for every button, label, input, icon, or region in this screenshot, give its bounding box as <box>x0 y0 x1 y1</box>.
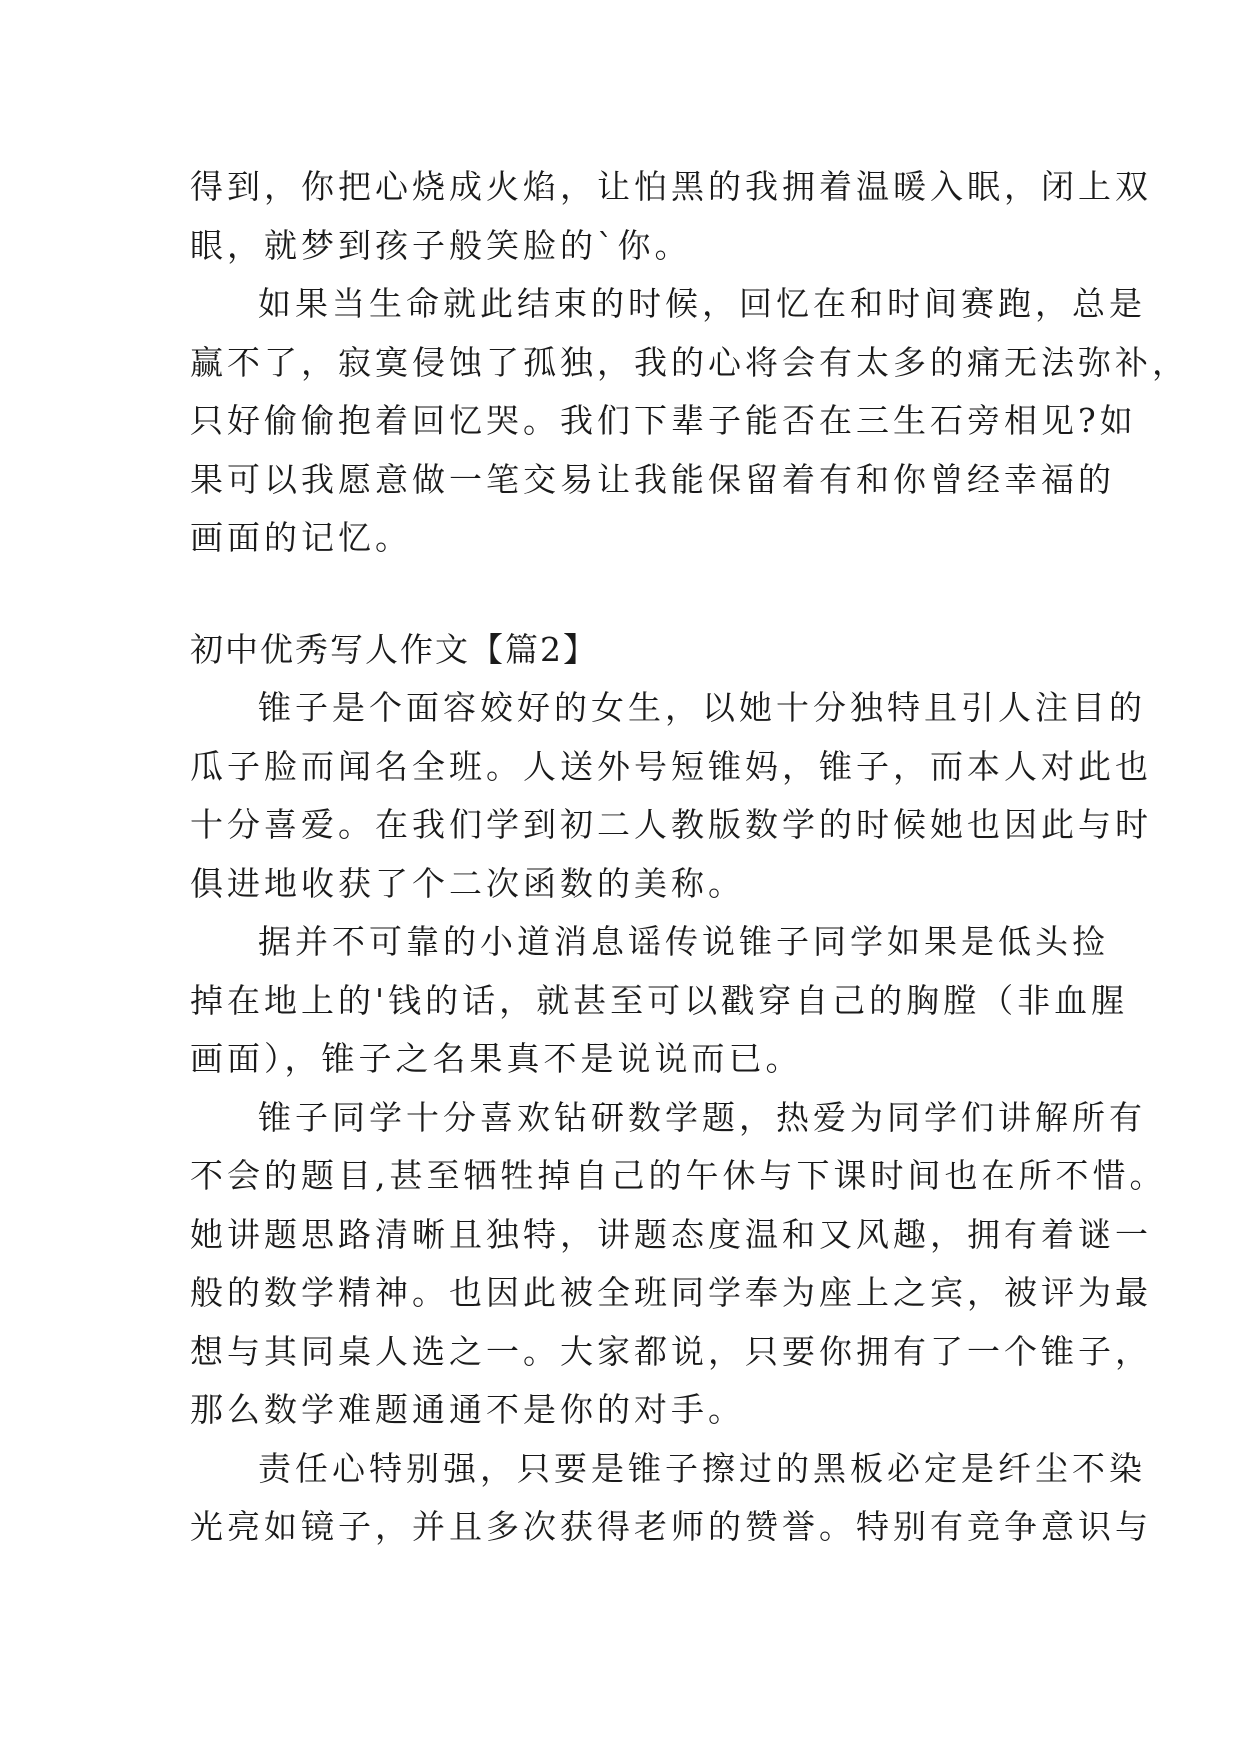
paragraph-line: 眼，就梦到孩子般笑脸的`你。 <box>190 225 692 265</box>
paragraph-line: 责任心特别强，只要是锥子擦过的黑板必定是纤尘不染 <box>258 1448 1146 1488</box>
paragraph-line: 俱进地收获了个二次函数的美称。 <box>190 863 745 903</box>
paragraph-line: 果可以我愿意做一笔交易让我能保留着有和你曾经幸福的 <box>190 459 1115 499</box>
paragraph-line: 掉在地上的'钱的话，就甚至可以戳穿自己的胸膛（非血腥 <box>190 980 1129 1020</box>
paragraph-line: 十分喜爱。在我们学到初二人教版数学的时候她也因此与时 <box>190 805 1152 844</box>
paragraph-line: 如果当生命就此结束的时候，回忆在和时间赛跑，总是 <box>258 284 1146 323</box>
document-body <box>190 158 1189 1557</box>
paragraph-line: 只好偷偷抱着回忆哭。我们下辈子能否在三生石旁相见?如 <box>190 401 1137 440</box>
paragraph-line: 她讲题思路清晰且独特，讲题态度温和又风趣，拥有着谜一 <box>190 1214 1152 1254</box>
paragraph-line: 画面），锥子之名果真不是说说而已。 <box>190 1039 803 1078</box>
paragraph-line: 想与其同桌人选之一。大家都说，只要你拥有了一个锥子， <box>190 1331 1152 1371</box>
paragraph-line: 锥子是个面容姣好的女生，以她十分独特且引人注目的 <box>258 688 1146 727</box>
paragraph-line: 画面的记忆。 <box>190 518 412 557</box>
paragraph-line: 光亮如镜子，并且多次获得老师的赞誉。特别有竞争意识与 <box>190 1507 1152 1546</box>
paragraph-line: 那么数学难题通通不是你的对手。 <box>190 1390 745 1429</box>
paragraph-line: 锥子同学十分喜欢钻研数学题，热爱为同学们讲解所有 <box>258 1097 1146 1137</box>
section-heading: 初中优秀写人作文【篇2】 <box>190 629 598 669</box>
paragraph-line: 不会的题目,甚至牺牲掉自己的午休与下课时间也在所不惜。 <box>190 1156 1167 1195</box>
paragraph-line: 据并不可靠的小道消息谣传说锥子同学如果是低头捡 <box>258 922 1109 961</box>
paragraph-line: 瓜子脸而闻名全班。人送外号短锥妈，锥子，而本人对此也 <box>190 746 1152 786</box>
paragraph-line: 赢不了，寂寞侵蚀了孤独，我的心将会有太多的痛无法弥补， <box>190 342 1189 382</box>
paragraph-line: 得到，你把心烧成火焰，让怕黑的我拥着温暖入眠，闭上双 <box>190 167 1152 206</box>
paragraph-line: 般的数学精神。也因此被全班同学奉为座上之宾，被评为最 <box>190 1273 1152 1312</box>
